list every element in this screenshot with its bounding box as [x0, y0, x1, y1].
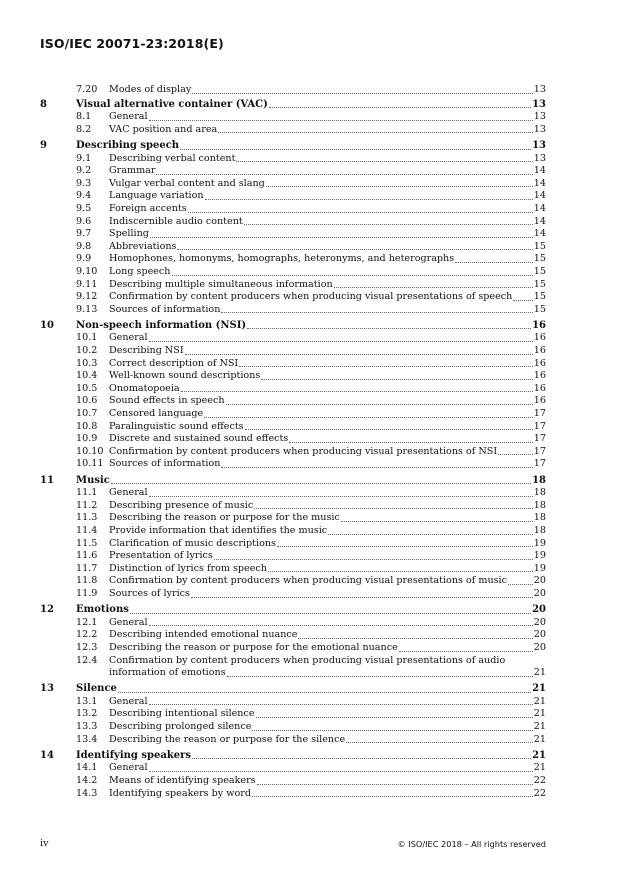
dot-leader [180, 137, 531, 150]
toc-number: 11.9 [76, 587, 98, 599]
toc-number: 9.8 [76, 240, 92, 252]
toc-title: Describing prolonged silence [109, 721, 252, 733]
toc-entry-line [109, 788, 546, 801]
toc-number: 10.11 [76, 458, 104, 470]
dot-leader [221, 301, 532, 314]
toc-number: 11.5 [76, 537, 98, 549]
toc-title: Emotions [76, 604, 129, 616]
toc-title: Long speech [109, 265, 171, 277]
toc-title: Identifying speakers [76, 749, 192, 761]
toc-page-number: 15 [533, 291, 546, 303]
toc-title: Grammar [109, 165, 156, 177]
toc-title: Discrete and sustained sound effects [109, 433, 289, 445]
toc-page-number: 20 [533, 616, 546, 628]
dot-leader [185, 342, 533, 355]
toc-page-number: 19 [533, 562, 546, 574]
dot-leader [268, 560, 533, 573]
toc-entry[interactable] [0, 667, 620, 680]
dot-leader [111, 472, 531, 485]
toc-title: Confirmation by content producers when producing visual presentations of audio [109, 654, 506, 666]
toc-entry-line [109, 433, 546, 446]
toc-number: 9.6 [76, 215, 92, 227]
toc-page-number: 14 [533, 228, 546, 240]
toc-entry[interactable] [0, 734, 620, 747]
toc-title: Provide information that identifies the music [109, 524, 328, 536]
toc-entry-line [109, 279, 546, 292]
toc-page-number: 18 [533, 512, 546, 524]
toc-title: Describing the reason or purpose for the music [109, 512, 340, 524]
toc-number: 10.1 [76, 332, 98, 344]
toc-number: 9.2 [76, 165, 92, 177]
toc-page-number: 14 [533, 215, 546, 227]
toc-page-number: 16 [532, 319, 546, 331]
toc-title: Describing the reason or purpose for the emotional nuance [109, 641, 398, 653]
dot-leader [149, 759, 533, 772]
dot-leader [130, 601, 531, 614]
dot-leader [298, 626, 532, 639]
dot-leader [245, 418, 533, 431]
toc-section [0, 604, 620, 680]
toc-page-number: 20 [532, 604, 546, 616]
dot-leader [204, 405, 533, 418]
toc-number: 10.6 [76, 395, 98, 407]
toc-title: Foreign accents [109, 202, 187, 214]
toc-page-number: 15 [533, 240, 546, 252]
dot-leader [257, 772, 533, 785]
toc-number: 13.4 [76, 733, 98, 745]
toc-entry[interactable] [0, 304, 620, 317]
toc-number: 13.1 [76, 695, 98, 707]
dot-leader [508, 572, 533, 585]
toc-title: Describing intentional silence [109, 708, 255, 720]
toc-number: 13.3 [76, 721, 98, 733]
toc-number: 10.2 [76, 345, 98, 357]
toc-number: 9.1 [76, 152, 92, 164]
toc-page-number: 20 [533, 587, 546, 599]
toc-entry[interactable] [0, 588, 620, 601]
dot-leader [177, 238, 532, 251]
toc-number: 14.3 [76, 787, 98, 799]
dot-leader [218, 121, 533, 134]
toc-number: 11.7 [76, 562, 98, 574]
toc-page-number: 20 [533, 575, 546, 587]
toc-page-number: 20 [533, 629, 546, 641]
toc-page-number: 13 [532, 98, 546, 110]
toc-title: Spelling [109, 228, 149, 240]
toc-title: Silence [76, 683, 117, 695]
toc-number: 11 [40, 474, 54, 486]
toc-title: Presentation of lyrics [109, 550, 213, 562]
dot-leader [244, 213, 533, 226]
toc-title: Indiscernible audio content [109, 215, 243, 227]
toc-page-number: 21 [532, 749, 546, 761]
toc-page-number: 18 [533, 487, 546, 499]
toc-number: 12.3 [76, 641, 98, 653]
dot-leader [156, 162, 532, 175]
dot-leader [266, 175, 533, 188]
toc-section [0, 750, 620, 800]
toc-title: Confirmation by content producers when producing visual presentations of speech [109, 291, 513, 303]
toc-number: 7.20 [76, 84, 98, 95]
toc-page-number: 22 [533, 787, 546, 799]
toc-number: 9 [40, 139, 47, 151]
toc-page-number: 16 [533, 370, 546, 382]
toc-title: Sound effects in speech [109, 395, 225, 407]
toc-title: Describing intended emotional nuance [109, 629, 298, 641]
toc-page-number: 17 [533, 445, 546, 457]
toc-number: 10.4 [76, 370, 98, 382]
toc-section [0, 99, 620, 137]
toc-page-number: 15 [533, 303, 546, 315]
toc-number: 13 [40, 683, 54, 695]
toc-page-number: 16 [533, 382, 546, 394]
dot-leader [256, 705, 533, 718]
toc-page-number: 15 [533, 253, 546, 265]
dot-leader [172, 263, 533, 276]
toc-title: Abbreviations [109, 240, 177, 252]
toc-page-number: 13 [532, 139, 546, 151]
toc-title: Modes of display [109, 84, 192, 95]
toc-number: 12.1 [76, 616, 98, 628]
toc-page-number: 13 [533, 152, 546, 164]
toc-page-number: 16 [533, 345, 546, 357]
dot-leader [149, 108, 533, 121]
dot-leader [150, 225, 533, 238]
toc-title: Describing the reason or purpose for the silence [109, 733, 346, 745]
toc-page-number: 15 [533, 278, 546, 290]
toc-section [0, 475, 620, 601]
toc-entry[interactable] [0, 788, 620, 801]
toc-page-number: 21 [533, 721, 546, 733]
dot-leader [149, 614, 533, 627]
toc-page-number: 13 [533, 123, 546, 135]
toc-number: 11.3 [76, 512, 98, 524]
dot-leader [247, 317, 531, 330]
toc-number: 10.10 [76, 445, 104, 457]
toc-number: 14 [40, 749, 54, 761]
toc-title: information of emotions [109, 667, 226, 679]
toc-title: Describing multiple simultaneous information [109, 278, 333, 290]
dot-leader [269, 96, 531, 109]
dot-leader [181, 380, 533, 393]
dot-leader [227, 664, 533, 677]
toc-title: VAC position and area [109, 123, 218, 135]
toc-entry[interactable] [0, 642, 620, 655]
toc-number: 10.8 [76, 420, 98, 432]
dot-leader [191, 585, 533, 598]
toc-page-number: 21 [532, 683, 546, 695]
dot-leader [149, 693, 533, 706]
dot-leader [221, 455, 532, 468]
toc-title: Onomatopoeia [109, 382, 180, 394]
toc-title: Language variation [109, 190, 204, 202]
toc-page-number: 13 [533, 84, 546, 95]
dot-leader [261, 367, 532, 380]
dot-leader [118, 680, 531, 693]
toc-entry[interactable] [0, 458, 620, 471]
toc-entry-line [109, 667, 546, 680]
toc-page-number: 20 [533, 641, 546, 653]
toc-section [0, 683, 620, 746]
toc-title: Describing NSI [109, 345, 184, 357]
toc-page-number: 16 [533, 332, 546, 344]
toc-entry-line [109, 642, 546, 655]
dot-leader [289, 430, 533, 443]
toc-title: Describing speech [76, 139, 180, 151]
toc-title: Sources of information [109, 458, 221, 470]
toc-title: Visual alternative container (VAC) [76, 98, 268, 110]
toc-number: 9.11 [76, 278, 98, 290]
toc-title: Vulgar verbal content and slang [109, 177, 265, 189]
toc-entry-line [109, 734, 546, 747]
toc-title: Well-known sound descriptions [109, 370, 261, 382]
dot-leader [341, 509, 533, 522]
toc-number: 9.4 [76, 190, 92, 202]
dot-leader [498, 443, 533, 456]
toc-number: 11.6 [76, 550, 98, 562]
toc-page-number: 17 [533, 433, 546, 445]
toc-entry-line [109, 124, 546, 137]
dot-leader [455, 250, 533, 263]
toc-page-number: 14 [533, 190, 546, 202]
toc-entry-line [109, 563, 546, 576]
toc-entry[interactable] [0, 124, 620, 137]
toc-page-number: 14 [533, 165, 546, 177]
dot-leader [188, 200, 533, 213]
toc-page-number: 18 [533, 524, 546, 536]
toc-title: Censored language [109, 408, 204, 420]
toc-number: 10.7 [76, 408, 98, 420]
toc-number: 11.1 [76, 487, 98, 499]
toc-number: 9.12 [76, 291, 98, 303]
toc-title: Sources of lyrics [109, 587, 190, 599]
dot-leader [334, 276, 533, 289]
toc-page-number: 17 [533, 408, 546, 420]
toc-entry-line [109, 588, 546, 601]
toc-title: General [109, 695, 148, 707]
toc-number: 12.2 [76, 629, 98, 641]
copyright-notice: © ISO/IEC 2018 – All rights reserved [397, 839, 546, 849]
dot-leader [252, 785, 533, 798]
toc-title: Confirmation by content producers when producing visual presentations of NSI [109, 445, 498, 457]
toc-number: 13.2 [76, 708, 98, 720]
toc-entry-line [109, 304, 546, 317]
toc-number: 9.13 [76, 303, 98, 315]
toc-number: 8 [40, 98, 47, 110]
dot-leader [236, 150, 532, 163]
toc-title: Describing verbal content [109, 152, 236, 164]
toc-page-number: 18 [533, 499, 546, 511]
dot-leader [149, 329, 533, 342]
toc-page-number: 22 [533, 775, 546, 787]
toc-page-number: 17 [533, 420, 546, 432]
toc-number: 11.4 [76, 524, 98, 536]
dot-leader [399, 639, 533, 652]
toc-number: 9.3 [76, 177, 92, 189]
dot-leader [192, 81, 533, 94]
toc-section [0, 140, 620, 316]
toc-number: 10.5 [76, 382, 98, 394]
toc-number: 14.2 [76, 775, 98, 787]
toc-page-number: 18 [532, 474, 546, 486]
dot-leader [239, 355, 533, 368]
toc-page-number: 21 [533, 708, 546, 720]
toc-number: 9.7 [76, 228, 92, 240]
toc-title: Clarification of music descriptions [109, 537, 276, 549]
toc-title: Correct description of NSI [109, 357, 239, 369]
toc-number: 9.9 [76, 253, 92, 265]
toc-number: 12 [40, 604, 54, 616]
toc-title: Confirmation by content producers when producing visual presentations of music [109, 575, 508, 587]
table-of-contents [0, 84, 620, 804]
toc-title: General [109, 111, 148, 123]
dot-leader [192, 747, 531, 760]
dot-leader [513, 288, 532, 301]
toc-number: 9.10 [76, 265, 98, 277]
toc-page-number: 21 [533, 695, 546, 707]
toc-number: 11.2 [76, 499, 98, 511]
toc-number: 8.1 [76, 111, 92, 123]
toc-page-number: 19 [533, 537, 546, 549]
toc-number: 10.3 [76, 357, 98, 369]
dot-leader [226, 392, 533, 405]
toc-title: Paralinguistic sound effects [109, 420, 244, 432]
toc-title: Homophones, homonyms, homographs, heteronyms, and heterographs [109, 253, 455, 265]
toc-number: 10 [40, 319, 54, 331]
dot-leader [149, 484, 533, 497]
toc-page-number: 14 [533, 177, 546, 189]
toc-title: Means of identifying speakers [109, 775, 256, 787]
dot-leader [277, 535, 533, 548]
toc-title: General [109, 616, 148, 628]
page-number: iv [40, 838, 49, 849]
toc-page-number: 21 [533, 762, 546, 774]
toc-number: 14.1 [76, 762, 98, 774]
toc-page-number: 21 [533, 733, 546, 745]
toc-page-number: 16 [533, 357, 546, 369]
toc-page-number: 15 [533, 265, 546, 277]
toc-title: Distinction of lyrics from speech [109, 562, 267, 574]
toc-title: Describing presence of music [109, 499, 254, 511]
dot-leader [214, 547, 533, 560]
toc-section [0, 320, 620, 471]
dot-leader [328, 522, 533, 535]
toc-number: 9.5 [76, 202, 92, 214]
toc-title: Music [76, 474, 110, 486]
toc-number: 8.2 [76, 123, 92, 135]
toc-page-number: 17 [533, 458, 546, 470]
dot-leader [346, 731, 533, 744]
toc-title: General [109, 762, 148, 774]
dot-leader [252, 718, 532, 731]
toc-page-number: 21 [533, 667, 546, 679]
toc-title: Sources of information [109, 303, 221, 315]
toc-entry-line [109, 458, 546, 471]
toc-page-number: 16 [533, 395, 546, 407]
dot-leader [254, 497, 533, 510]
toc-page-number: 13 [533, 111, 546, 123]
toc-number: 11.8 [76, 575, 98, 587]
toc-title: Identifying speakers by word [109, 787, 251, 799]
toc-title: General [109, 332, 148, 344]
toc-page-number: 14 [533, 202, 546, 214]
toc-title: General [109, 487, 148, 499]
toc-page-number: 19 [533, 550, 546, 562]
dot-leader [205, 187, 533, 200]
toc-number: 10.9 [76, 433, 98, 445]
toc-number: 12.4 [76, 654, 98, 666]
document-id-header: ISO/IEC 20071-23:2018(E) [40, 36, 224, 51]
toc-title: Non-speech information (NSI) [76, 319, 247, 331]
